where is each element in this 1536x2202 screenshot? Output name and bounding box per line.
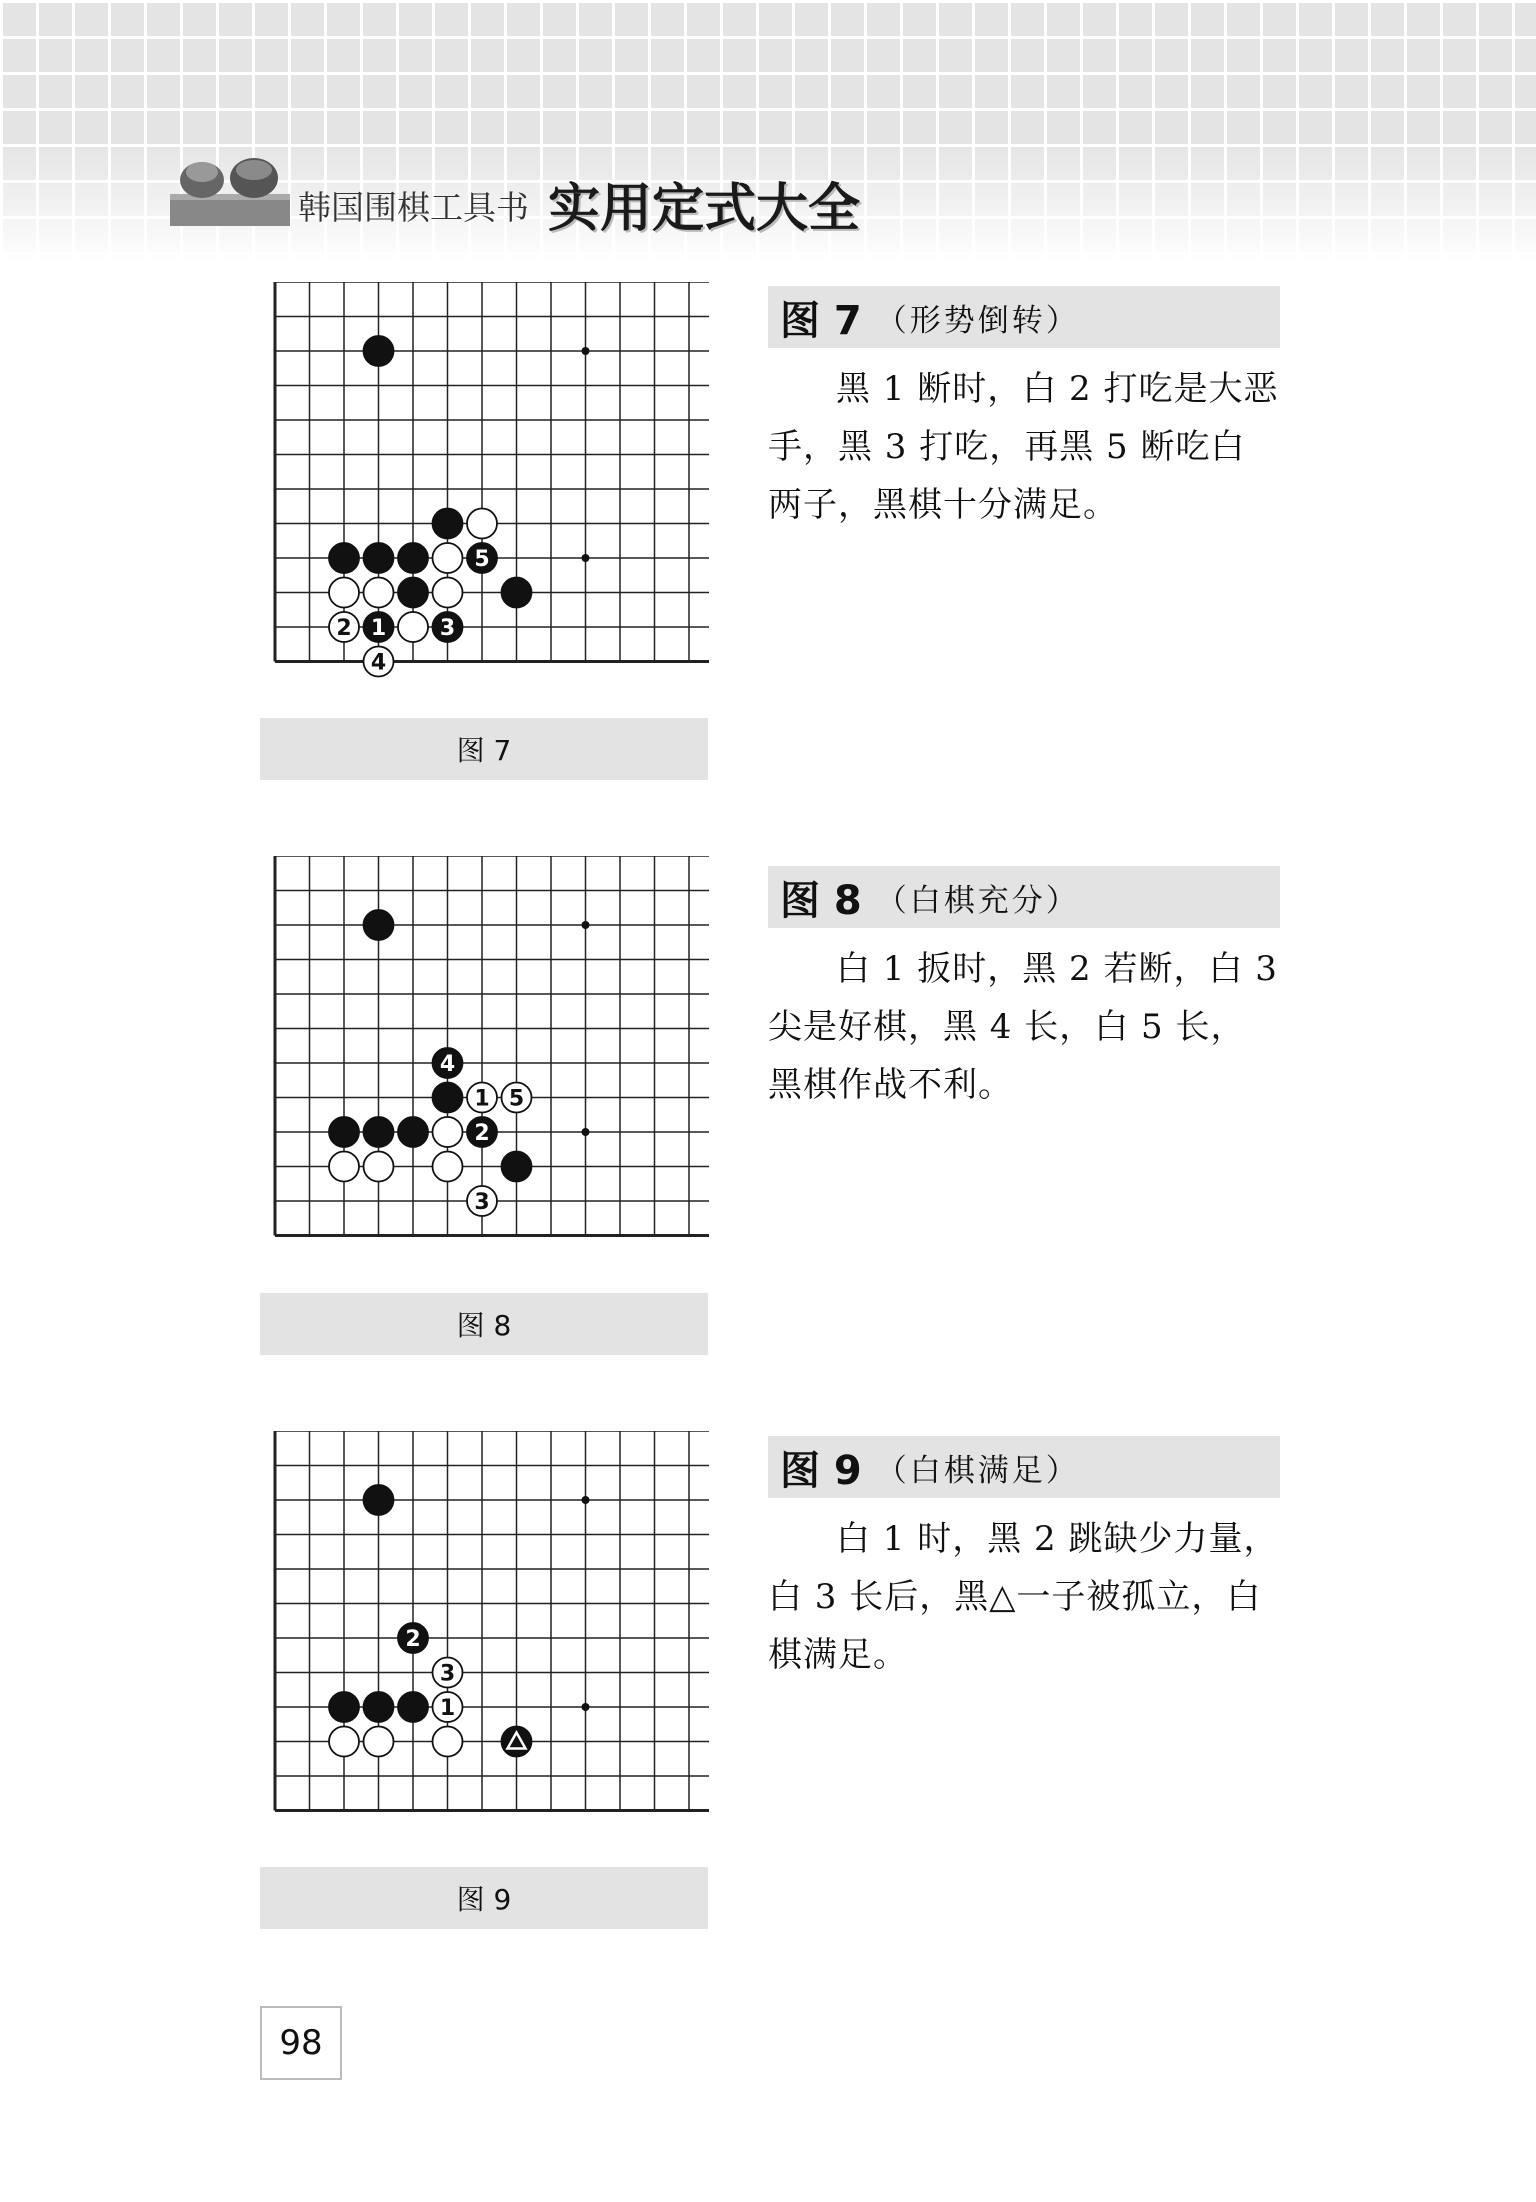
- figure-7-label: 图 7: [780, 297, 862, 344]
- stone-number: 2: [474, 1121, 490, 1146]
- figure-8-text: 白 1 扳时，黑 2 若断，白 3 尖是好棋，黑 4 长，白 5 长，黑棋作战不利。: [768, 949, 1278, 1105]
- white-stone: [433, 1152, 463, 1182]
- figure-7-text: 黑 1 断时，白 2 打吃是大恶手，黑 3 打吃，再黑 5 断吃白两子，黑棋十分满足。: [768, 369, 1279, 525]
- black-stone: [467, 543, 497, 573]
- stone-number: 3: [439, 616, 456, 641]
- white-stone: [364, 647, 394, 677]
- white-stone: [467, 1186, 497, 1216]
- white-stone: [329, 612, 359, 642]
- white-stone: [502, 1083, 532, 1113]
- book-title: 实用定式大全: [548, 178, 861, 239]
- star-point: [582, 1703, 590, 1711]
- stone-number: 1: [439, 1696, 456, 1721]
- black-stone: [398, 1692, 428, 1722]
- black-stone: [364, 1692, 394, 1722]
- white-stone: [433, 1727, 463, 1757]
- black-stone: [433, 509, 463, 539]
- figure-9-heading: [768, 1436, 1280, 1498]
- figure-7-caption: 图 7: [260, 718, 708, 780]
- stone-number: 5: [474, 547, 490, 572]
- star-point: [582, 921, 590, 929]
- series-name: 韩国围棋工具书: [298, 188, 529, 227]
- figure-8-heading: [768, 866, 1280, 928]
- white-stone: [433, 1117, 463, 1147]
- black-stone: [364, 1485, 394, 1515]
- stone-number: 2: [336, 616, 352, 641]
- black-stone: [364, 1117, 394, 1147]
- star-point: [582, 1128, 590, 1136]
- figure-8-caption: 图 8: [260, 1293, 708, 1355]
- stone-number: 5: [508, 1086, 525, 1112]
- white-stone: [433, 1658, 463, 1688]
- stone-number: 4: [439, 1052, 456, 1077]
- star-point: [582, 1496, 590, 1504]
- black-stone: [364, 543, 394, 573]
- figure-9-text: 白 1 时，黑 2 跳缺少力量，白 3 长后，黑△一子被孤立，白棋满足。: [768, 1519, 1279, 1675]
- figure-9-label: 图 9: [780, 1447, 862, 1494]
- figure-8-label: 图 8: [780, 877, 862, 924]
- figure-7-heading: [768, 286, 1280, 348]
- white-stone: [329, 1152, 359, 1182]
- go-board-figure-9: [255, 1431, 735, 1849]
- star-point: [582, 554, 590, 562]
- black-stone: [502, 578, 532, 608]
- black-stone: [433, 1048, 463, 1078]
- star-point: [582, 347, 590, 355]
- black-stone: [364, 612, 394, 642]
- page-header: [0, 0, 1536, 258]
- black-stone: [398, 578, 428, 608]
- figure-8-subtitle: （白棋充分）: [875, 882, 1080, 919]
- white-stone: [329, 1727, 359, 1757]
- black-stone: [502, 1152, 532, 1182]
- stone-number: 1: [370, 616, 387, 641]
- white-stone: [433, 543, 463, 573]
- black-stone: [364, 910, 394, 940]
- black-stone: [329, 1692, 359, 1722]
- black-stone: [398, 1623, 428, 1653]
- go-board-figure-8: [255, 856, 735, 1274]
- white-stone: [364, 578, 394, 608]
- white-stone: [329, 578, 359, 608]
- figure-7-subtitle: （形势倒转）: [875, 302, 1080, 339]
- black-stone: [398, 543, 428, 573]
- figure-9-subtitle: （白棋满足）: [875, 1452, 1080, 1489]
- white-stone: [433, 578, 463, 608]
- stone-number: 3: [474, 1190, 490, 1215]
- black-stone: [398, 1117, 428, 1147]
- stone-number: 4: [370, 650, 387, 676]
- black-stone: [433, 612, 463, 642]
- white-stone: [467, 509, 497, 539]
- go-bowls-logo-icon: [170, 150, 290, 226]
- black-stone: [329, 543, 359, 573]
- go-board-figure-7: [255, 282, 735, 700]
- stone-number: 3: [439, 1661, 456, 1687]
- stone-number: 1: [474, 1086, 490, 1112]
- black-stone: [329, 1117, 359, 1147]
- white-stone: [467, 1083, 497, 1113]
- white-stone: [433, 1692, 463, 1722]
- white-stone: [364, 1727, 394, 1757]
- white-stone: [364, 1152, 394, 1182]
- black-stone: [467, 1117, 497, 1147]
- figure-9-caption: 图 9: [260, 1867, 708, 1929]
- black-stone: [433, 1083, 463, 1113]
- page-number: 98: [260, 2006, 342, 2080]
- white-stone: [398, 612, 428, 642]
- black-stone: [502, 1727, 532, 1757]
- stone-number: 2: [405, 1627, 421, 1652]
- black-stone: [364, 336, 394, 366]
